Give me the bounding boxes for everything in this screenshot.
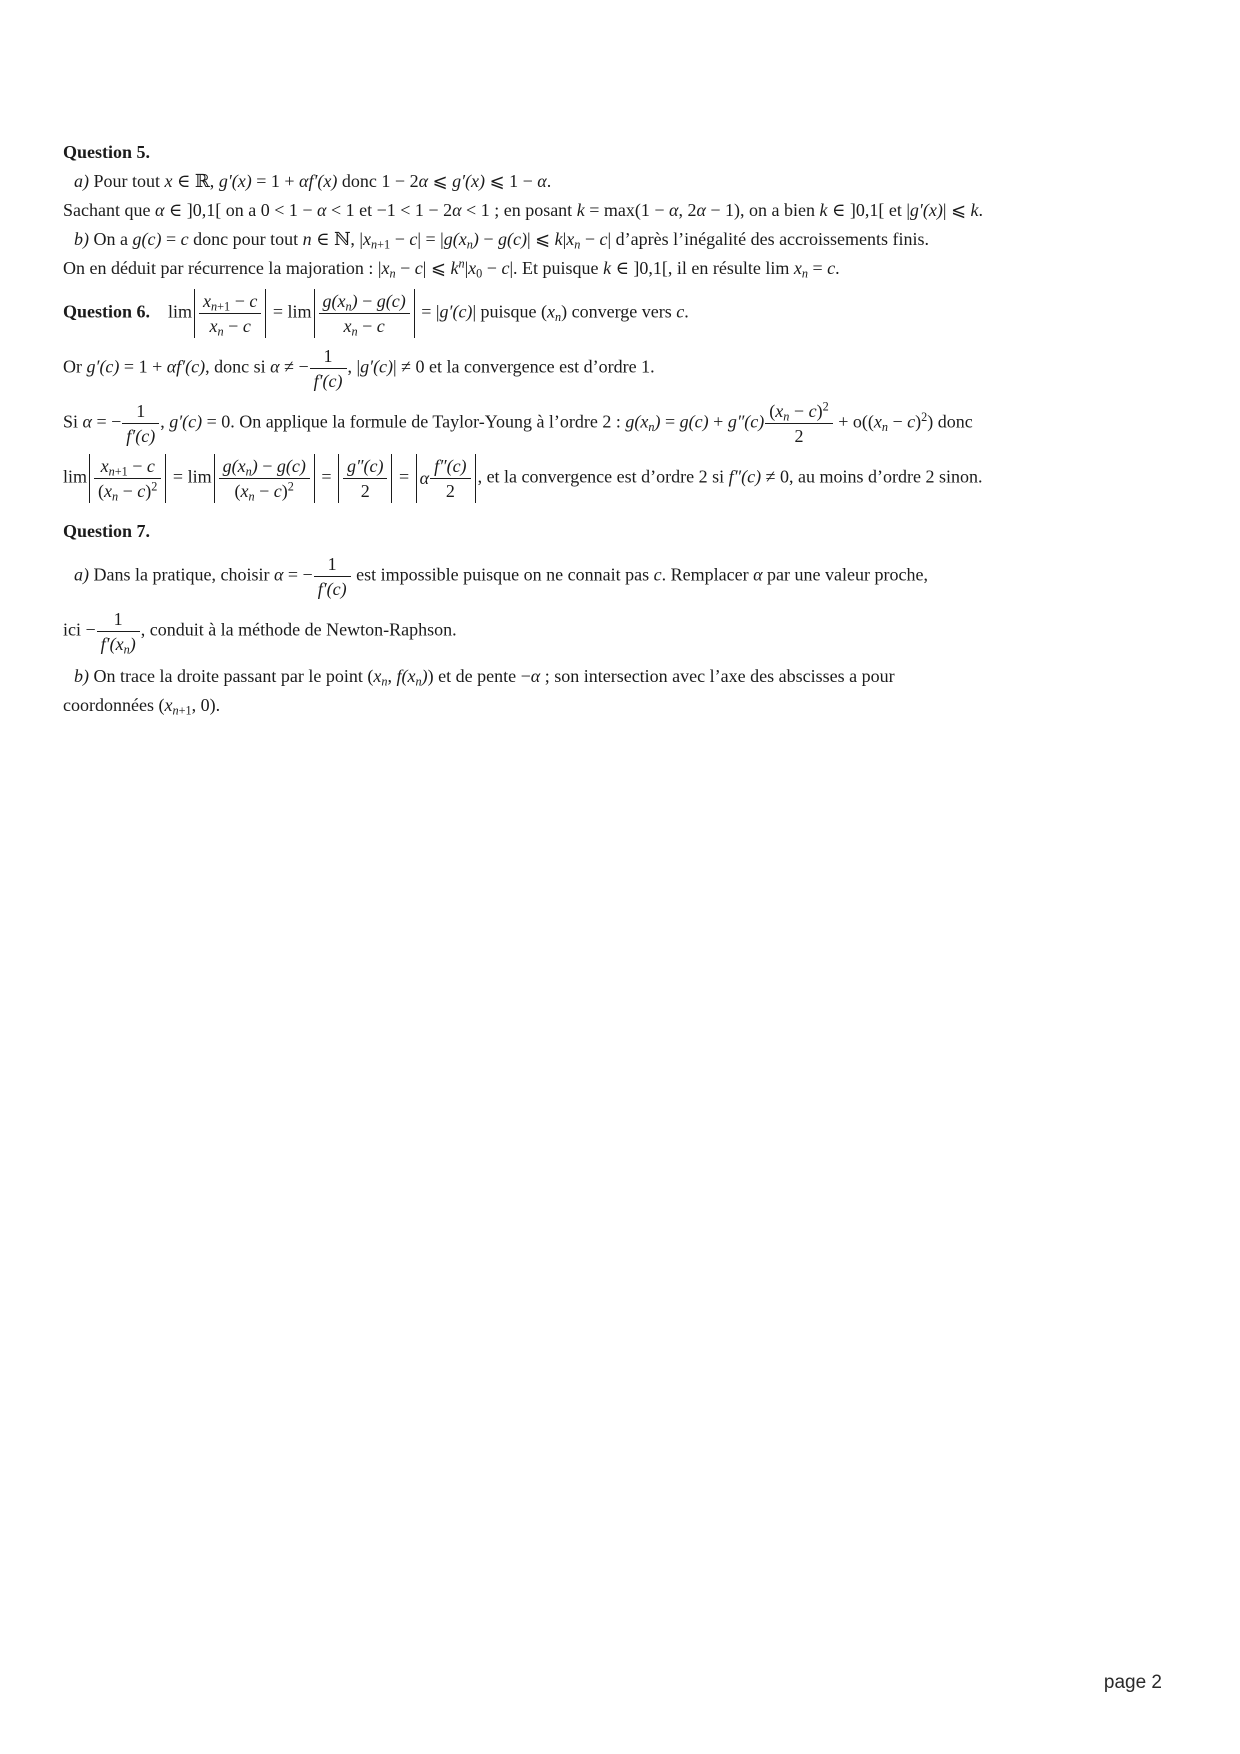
subscript — [574, 237, 580, 251]
italic-text-run: g′(c) — [169, 411, 203, 432]
q5-a-line-2: Sachant que α ∈ ]0,1[ on a 0 < 1 − α < 1 et −1 < 1 − 2α < 1 ; en posant k = max(1 − α, 2α − 1), on a bien k ∈ ]0,1[ et |g′(x)| ⩽ k. — [63, 200, 984, 220]
italic-text-run: b) — [74, 666, 89, 686]
italic-text-run: f(x — [396, 666, 416, 686]
subscript: n+1 — [211, 299, 231, 314]
italic-text-run: g(c) — [376, 291, 406, 311]
bold-text-run: Question 7. — [63, 521, 151, 541]
italic-text-run: x — [775, 401, 784, 421]
italic-text-run: n — [574, 237, 581, 252]
absolute-value-group — [338, 454, 392, 503]
fraction — [309, 344, 348, 393]
italic-text-run: k — [970, 200, 979, 220]
fraction-denominator: $(x_n - c)^2$ — [98, 479, 158, 504]
italic-text-run: c — [653, 564, 662, 585]
italic-text-run: x — [343, 316, 352, 336]
italic-text-run: c — [180, 229, 189, 249]
fraction-numerator: 1 — [97, 607, 140, 632]
italic-text-run: g″(c) — [727, 411, 765, 432]
subscript: n+1 — [371, 237, 391, 252]
italic-text-run: f″(c) — [728, 466, 762, 487]
superscript: 2 — [822, 399, 829, 414]
italic-text-run: g′(x) — [909, 200, 943, 220]
superscript: 2 — [151, 479, 158, 494]
subscript — [802, 266, 808, 280]
fraction-numerator: $x_{n+1} - c$ — [199, 289, 261, 314]
italic-text-run: f′(c) — [313, 371, 343, 391]
italic-text-run: c — [827, 258, 836, 278]
italic-text-run: n — [112, 489, 119, 504]
italic-text-run: g′(x) — [218, 171, 252, 191]
italic-text-run: k — [450, 258, 459, 278]
italic-text-run: x — [203, 291, 212, 311]
italic-text-run: n — [172, 703, 179, 718]
italic-text-run: n — [245, 464, 252, 479]
q7-a-line-2: ici − $\frac{1}{f'(x_n)}$ , conduit à la méthode de Newton-Raphson. — [63, 609, 457, 657]
italic-text-run: b) — [74, 229, 89, 249]
fraction — [313, 552, 352, 601]
italic-text-run: ) — [654, 411, 661, 432]
fraction — [198, 289, 262, 338]
italic-text-run: k — [554, 229, 563, 249]
italic-text-run: c — [137, 481, 146, 501]
italic-text-run: a) — [74, 564, 89, 585]
italic-text-run: α — [696, 200, 706, 220]
subscript — [112, 489, 118, 503]
italic-text-run: α — [418, 171, 429, 191]
italic-text-run: x — [104, 481, 113, 501]
italic-text-run: αf′(x) — [299, 171, 338, 191]
italic-text-run: n — [248, 489, 255, 504]
fraction-denominator — [314, 577, 351, 601]
italic-text-run: n — [801, 266, 808, 281]
absolute-value-group — [194, 289, 266, 338]
italic-text-run: n — [108, 464, 115, 479]
q7-a-line: a) Dans la pratique, choisir α = − $\frac{1}{f'(c)}$ est impossible puisque on ne connait pas c. Remplacer α par une valeur proche, — [74, 554, 928, 599]
italic-text-run: x — [240, 481, 249, 501]
absolute-value-group — [89, 454, 166, 503]
italic-text-run: g′(c) — [86, 356, 120, 377]
italic-text-run: n — [555, 310, 562, 325]
italic-text-run: g(c) — [679, 411, 709, 432]
italic-text-run: α — [154, 200, 165, 220]
italic-text-run: x — [164, 171, 173, 191]
italic-text-run: x — [164, 695, 173, 715]
italic-text-run: g′(c) — [360, 356, 394, 377]
italic-text-run: x — [873, 411, 882, 432]
subscript — [783, 409, 789, 423]
italic-text-run: α — [273, 564, 284, 585]
page-number: page 2 — [1103, 1672, 1162, 1693]
fraction — [342, 454, 388, 503]
italic-text-run: k — [576, 200, 585, 220]
fraction-denominator — [310, 369, 347, 393]
fraction — [429, 454, 471, 503]
italic-text-run: n — [351, 324, 358, 339]
subscript — [555, 310, 561, 324]
italic-text-run: c — [249, 291, 258, 311]
italic-text-run: n — [123, 642, 130, 657]
subscript: n+1 — [108, 464, 128, 479]
absolute-value-group — [314, 289, 415, 338]
superscript — [458, 256, 464, 270]
italic-text-run: ) — [251, 456, 258, 476]
italic-text-run: n — [466, 237, 473, 252]
fraction-numerator: $(x_n - c)^2$ — [765, 399, 832, 424]
italic-text-run: x — [363, 229, 372, 249]
italic-text-run: g(x — [322, 291, 346, 311]
fraction — [764, 399, 833, 448]
italic-text-run: g(c) — [276, 456, 306, 476]
subscript — [249, 489, 255, 503]
superscript: 2 — [921, 409, 928, 424]
fraction — [318, 289, 411, 338]
fraction — [93, 454, 162, 503]
italic-text-run: n — [371, 237, 378, 252]
italic-text-run: c — [808, 401, 817, 421]
italic-text-run: x — [566, 229, 575, 249]
italic-text-run: c — [146, 456, 155, 476]
italic-text-run: c — [676, 301, 685, 322]
italic-text-run: ) — [472, 229, 479, 249]
italic-text-run: x — [547, 301, 556, 322]
fraction — [96, 607, 141, 656]
italic-text-run: n — [648, 420, 655, 435]
italic-text-run: α — [537, 171, 547, 191]
fraction — [218, 454, 311, 503]
italic-text-run: c — [376, 316, 385, 336]
q6-line-3: Si α = − $\frac{1}{f'(c)}$ , g′(c) = 0. On applique la formule de Taylor-Young à l’ordre 2 : $g(x_n) = g(c) + g''(c)$ $\frac{(x_n - c)^2}{2}$ + $o((x_n - c)^2)$ donc — [63, 399, 973, 446]
italic-text-run: α — [668, 200, 679, 220]
italic-text-run: n — [217, 324, 224, 339]
italic-text-run: n — [211, 299, 218, 314]
fraction-denominator: $(x_n - c)^2$ — [234, 479, 294, 504]
fraction-denominator: $x_n - c$ — [209, 316, 251, 339]
fraction-numerator: $g(x_n) - g(c)$ — [219, 454, 310, 479]
fraction-denominator: 2 — [794, 426, 804, 446]
q6-line-2: Or g′(c) = 1 + αf′(c), donc si α ≠ − $\frac{1}{f'(c)}$ , |g′(c)| ≠ 0 et la convergence est d’ordre 1. — [63, 346, 655, 391]
fraction-numerator: $g(x_n) - g(c)$ — [319, 289, 410, 314]
italic-text-run: c — [907, 411, 916, 432]
italic-text-run: n — [345, 299, 352, 314]
italic-text-run: f′(c) — [317, 579, 347, 599]
italic-text-run: g(x — [222, 456, 246, 476]
italic-text-run: f′(c) — [126, 426, 156, 446]
italic-text-run: g(x — [625, 411, 649, 432]
italic-text-run: g′(c) — [439, 301, 473, 322]
italic-text-run: α — [82, 411, 92, 432]
italic-text-run: c — [273, 481, 282, 501]
subscript — [381, 674, 387, 688]
fraction-denominator — [97, 632, 140, 656]
italic-text-run: n — [302, 229, 312, 249]
italic-text-run: ) — [351, 291, 358, 311]
q7-b-line: b) On trace la droite passant par le point ($x_n$, $f(x_n)$) et de pente −α ; son intersection avec l’axe des abscisses a pour — [74, 666, 895, 689]
italic-text-run: n — [458, 256, 465, 271]
italic-text-run: α — [270, 356, 280, 377]
italic-text-run: α — [452, 200, 462, 220]
italic-text-run: k — [819, 200, 828, 220]
question-6-line: Question 6. lim $\frac{x_{n+1} - c}{x_n - c}$ = lim $\frac{g(x_n) - g(c)}{x_n - c}$ = |g′(c)| puisque $(x_n)$ converge vers c. — [63, 291, 689, 339]
absolute-value-group — [416, 454, 476, 503]
q5-b-line-2: On en déduit par récurrence la majoration : $|x_n - c|$ ⩽ $k^n|x_0 - c|$. Et puisque k ∈ ]0,1[, il en résulte $\lim x_n = c$. — [63, 256, 840, 281]
bold-text-run: Question 6. — [63, 301, 151, 322]
italic-text-run: x — [381, 258, 390, 278]
fraction-numerator: $x_{n+1} - c$ — [94, 454, 161, 479]
italic-text-run: n — [381, 674, 388, 689]
italic-text-run: x — [209, 316, 218, 336]
question-7-heading — [63, 517, 1179, 546]
italic-text-run: x — [100, 456, 109, 476]
italic-text-run: n — [415, 674, 422, 689]
italic-text-run: x — [373, 666, 382, 686]
italic-text-run: n — [881, 420, 888, 435]
subscript — [389, 266, 395, 280]
italic-text-run: c — [414, 258, 423, 278]
fraction-numerator: 1 — [310, 344, 347, 369]
italic-text-run: a) — [74, 171, 89, 191]
italic-text-run: ) — [421, 666, 428, 686]
fraction-numerator — [343, 454, 387, 479]
italic-text-run: αf′(c) — [166, 356, 206, 377]
italic-text-run: ) — [129, 634, 136, 654]
subscript — [882, 420, 888, 434]
absolute-value-group — [214, 454, 315, 503]
fraction-numerator: 1 — [122, 399, 159, 424]
italic-text-run: n — [389, 266, 396, 281]
subscript: n+1 — [172, 703, 192, 718]
italic-text-run: n — [783, 409, 790, 424]
q6-line-4: lim $\frac{x_{n+1} - c}{(x_n - c)^2}$ = lim $\frac{g(x_n) - g(c)}{(x_n - c)^2}$ = $\frac{g''(c)}{2}$ = α $\frac{f''(c)}{2}$ , et la convergence est d’ordre 2 si f″(c) ≠ 0, au moins d’ordre 2 sinon. — [63, 456, 983, 504]
question-5-heading — [63, 138, 1179, 167]
italic-text-run: f′(x — [100, 634, 124, 654]
fraction-denominator: 2 — [445, 481, 455, 501]
italic-text-run: α — [753, 564, 763, 585]
italic-text-run: g′(x) — [452, 171, 486, 191]
italic-text-run: k — [603, 258, 612, 278]
fraction — [121, 399, 160, 448]
subscript: 0 — [476, 266, 483, 281]
italic-text-run: g(c) — [497, 229, 527, 249]
fraction-denominator — [122, 424, 159, 448]
italic-text-run: c — [501, 258, 510, 278]
fraction-denominator: 2 — [360, 481, 370, 501]
italic-text-run: α — [419, 468, 430, 488]
italic-text-run: α — [530, 666, 541, 686]
page-content — [63, 138, 1179, 720]
italic-text-run: g″(c) — [346, 456, 384, 476]
italic-text-run: c — [599, 229, 608, 249]
q5-a-line: a) Pour tout x ∈ ℝ, g′(x) = 1 + αf′(x) donc 1 − 2α ⩽ g′(x) ⩽ 1 − α. — [74, 171, 552, 191]
italic-text-run: g(x — [443, 229, 467, 249]
q7-b-line-2: coordonnées ($x_{n+1}$, 0). — [63, 695, 221, 718]
italic-text-run: c — [409, 229, 418, 249]
italic-text-run: g(c) — [132, 229, 162, 249]
q5-b-line: b) On a g(c) = c donc pour tout n ∈ ℕ, $|x_{n+1} - c| = |g(x_n) - g(c)|$ ⩽ $k|x_n - c|$ d’après l’inégalité des accroissements finis. — [74, 229, 930, 252]
fraction-numerator — [430, 454, 470, 479]
italic-text-run: x — [468, 258, 477, 278]
italic-text-run: f″(c) — [434, 456, 467, 476]
fraction-denominator: $x_n - c$ — [343, 316, 385, 339]
fraction-numerator: 1 — [314, 552, 351, 577]
bold-text-run: Question 5. — [63, 142, 151, 162]
subscript — [218, 324, 224, 338]
superscript: 2 — [287, 479, 294, 494]
italic-text-run: α — [317, 200, 327, 220]
italic-text-run: x — [793, 258, 802, 278]
subscript — [351, 324, 357, 338]
italic-text-run: c — [242, 316, 251, 336]
